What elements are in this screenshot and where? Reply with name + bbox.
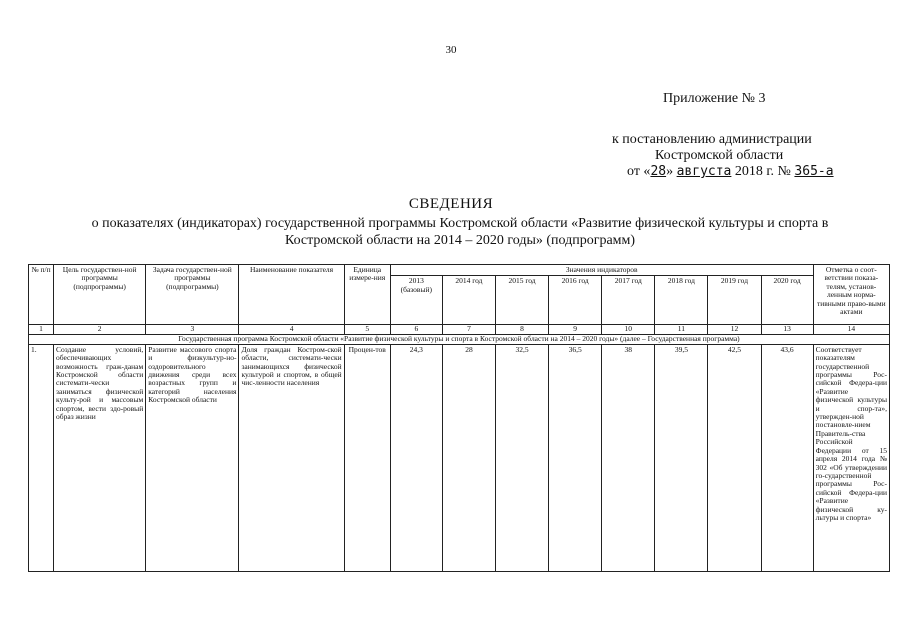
row-value-2019: 42,5 bbox=[708, 344, 761, 571]
column-number: 1 bbox=[29, 325, 54, 335]
column-number: 12 bbox=[708, 325, 761, 335]
appendix-label: Приложение № 3 bbox=[663, 91, 766, 106]
row-value-2016: 36,5 bbox=[549, 344, 602, 571]
row-indicator: Доля граждан Костром-ской области, системати-чески занимающихся физической культурой и спортом, в общей чис-ленности населения bbox=[239, 344, 344, 571]
header-year: 2016 год bbox=[549, 276, 602, 325]
resolution-day: 28 bbox=[650, 164, 667, 179]
row-value-2014: 28 bbox=[442, 344, 495, 571]
row-value-2015: 32,5 bbox=[496, 344, 549, 571]
resolution-mid: » bbox=[666, 164, 677, 179]
resolution-year: 2018 г. № bbox=[731, 164, 795, 179]
column-number: 5 bbox=[344, 325, 390, 335]
row-value-2017: 38 bbox=[602, 344, 655, 571]
header-year: 2018 год bbox=[655, 276, 708, 325]
header-num: № п/п bbox=[29, 265, 54, 325]
resolution-date-line bbox=[627, 164, 834, 179]
table-row bbox=[29, 344, 890, 571]
header-year: 2014 год bbox=[442, 276, 495, 325]
page-number: 30 bbox=[445, 44, 457, 56]
header-year: 2019 год bbox=[708, 276, 761, 325]
row-task: Развитие массового спорта и физкультур-но-оздоровительного движения среди всех возрастных групп и категорий населения Костромской области bbox=[146, 344, 239, 571]
row-unit: Процен-тов bbox=[344, 344, 390, 571]
header-year: 2017 год bbox=[602, 276, 655, 325]
column-number: 8 bbox=[496, 325, 549, 335]
header-note: Отметка о соот-ветствии показа-телям, установ-ленным норма-тивными право-выми актами bbox=[813, 265, 889, 325]
header-year: 2020 год bbox=[761, 276, 813, 325]
header-year: 2015 год bbox=[496, 276, 549, 325]
column-number: 2 bbox=[54, 325, 146, 335]
column-number: 9 bbox=[549, 325, 602, 335]
row-value-2018: 39,5 bbox=[655, 344, 708, 571]
resolution-line-1: к постановлению администрации bbox=[612, 132, 812, 147]
column-number: 6 bbox=[390, 325, 442, 335]
indicators-table bbox=[28, 264, 890, 572]
document-subtitle: о показателях (индикаторах) государственной программы Костромской области «Развитие физической культуры и спорта в Костромской области на 2014 – 2020 годы» (подпрограмм) bbox=[91, 216, 829, 248]
resolution-number: 365-а bbox=[794, 164, 834, 179]
section-title: Государственная программа Костромской области «Развитие физической культуры и спорта в Костромской области на 2014 – 2020 годы» (далее – Государственная программа) bbox=[29, 335, 890, 344]
column-numbers-row bbox=[29, 325, 890, 335]
row-goal: Создание условий, обеспечивающих возможность граж-данам Костромской области системати-чески заниматься физической культу-рой и массовым спортом, вести здо-ровый образ жизни bbox=[54, 344, 146, 571]
header-unit: Единица измере-ния bbox=[344, 265, 390, 325]
column-number: 10 bbox=[602, 325, 655, 335]
document-title: СВЕДЕНИЯ bbox=[408, 196, 494, 212]
header-task: Задача государствен-ной программы (подпрограммы) bbox=[146, 265, 239, 325]
row-num: 1. bbox=[29, 344, 54, 571]
header-indicator: Наименование показателя bbox=[239, 265, 344, 325]
column-number: 7 bbox=[442, 325, 495, 335]
row-value-2013: 24,3 bbox=[390, 344, 442, 571]
column-number: 14 bbox=[813, 325, 889, 335]
header-values-group: Значения индикаторов bbox=[390, 265, 813, 276]
resolution-prefix: от « bbox=[627, 164, 651, 179]
table-header-row bbox=[29, 265, 890, 276]
column-number: 4 bbox=[239, 325, 344, 335]
resolution-month: августа bbox=[676, 164, 732, 179]
row-value-2020: 43,6 bbox=[761, 344, 813, 571]
section-row bbox=[29, 335, 890, 344]
column-number: 13 bbox=[761, 325, 813, 335]
column-number: 11 bbox=[655, 325, 708, 335]
resolution-line-2: Костромской области bbox=[655, 148, 784, 163]
header-goal: Цель государствен-ной программы (подпрограммы) bbox=[54, 265, 146, 325]
header-year: 2013 (базовый) bbox=[390, 276, 442, 325]
column-number: 3 bbox=[146, 325, 239, 335]
row-note: Соответствует показателям государственной программы Рос-сийской Федера-ции «Развитие физической культуры и спор-та», утвержден-ной постановле-нием Правитель-ства Российской Федерации от 15 апреля 2014 года № 302 «Об утверждении го-сударственной программы Рос-сийской Федера-ции «Развитие физической ку-льтуры и спорта» bbox=[813, 344, 889, 571]
